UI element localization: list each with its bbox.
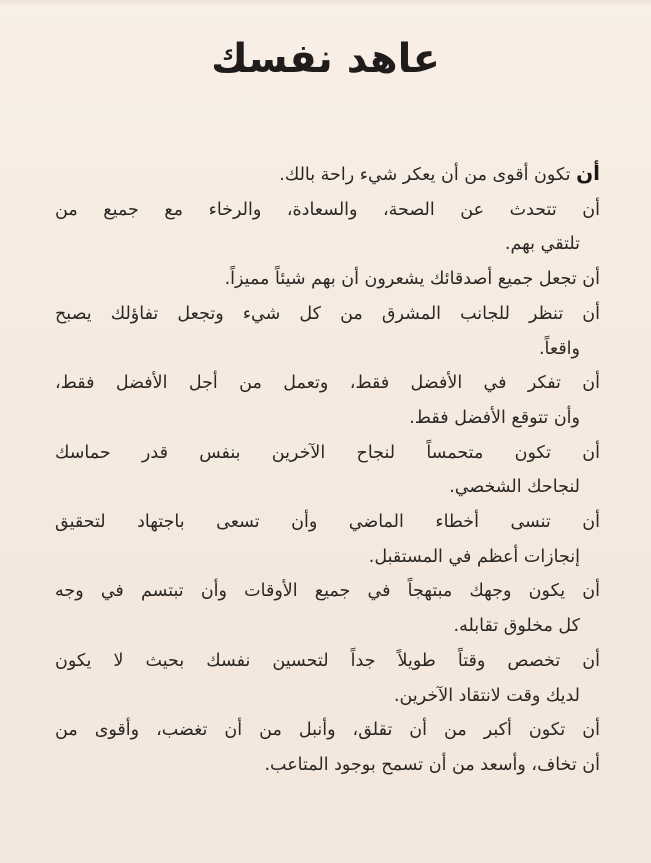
pledge-line-continuation: لديك وقت لانتقاد الآخرين. bbox=[393, 685, 580, 706]
pledge-item-4 bbox=[55, 297, 600, 366]
pledge-item-6 bbox=[55, 436, 600, 505]
pledge-line: أن تنظر للجانب المشرق من كل شيء وتجعل تفاؤلك يصبح bbox=[55, 303, 600, 324]
pledge-line-continuation: تلتقي بهم. bbox=[504, 234, 580, 255]
pledge-line: أن تكون أكبر من أن تقلق، وأنبل من أن تغضب، وأقوى من bbox=[55, 720, 600, 741]
pledge-line: أن تجعل جميع أصدقائك يشعرون أن بهم شيئاً مميزاً. bbox=[224, 269, 600, 290]
pledge-item-5 bbox=[55, 366, 600, 435]
pledge-lead-word: أن bbox=[576, 161, 600, 185]
pledge-text: تكون أقوى من أن يعكر شيء راحة بالك. bbox=[279, 165, 571, 185]
page-top-edge bbox=[0, 0, 651, 6]
pledge-line-continuation: وأن تتوقع الأفضل فقط. bbox=[409, 407, 580, 428]
pledge-item-10 bbox=[55, 713, 600, 782]
page-title: عاهد نفسك bbox=[211, 36, 440, 82]
pledge-item-1 bbox=[55, 156, 600, 193]
pledge-line: أن تتحدث عن الصحة، والسعادة، والرخاء مع جميع من bbox=[55, 199, 600, 220]
pledge-item-8 bbox=[55, 574, 600, 643]
pledge-line: أن تخصص وقتاً طويلاً جداً لتحسين نفسك بحيث لا يكون bbox=[55, 650, 600, 671]
pledge-line: أن تنسى أخطاء الماضي وأن تسعى باجتهاد لتحقيق bbox=[55, 512, 600, 533]
pledge-line bbox=[55, 156, 600, 193]
pledge-line: أن يكون وجهك مبتهجاً في جميع الأوقات وأن تبتسم في وجه bbox=[55, 581, 600, 602]
pledge-item-3 bbox=[55, 262, 600, 297]
pledge-item-7 bbox=[55, 505, 600, 574]
pledge-line-continuation: أن تخاف، وأسعد من أن تسمح بوجود المتاعب. bbox=[264, 754, 600, 775]
pledge-line: أن تكون متحمساً لنجاح الآخرين بنفس قدر حماسك bbox=[55, 442, 600, 463]
pledge-item-9 bbox=[55, 644, 600, 713]
pledge-line-continuation: لنجاحك الشخصي. bbox=[449, 477, 580, 498]
pledge-line-continuation: كل مخلوق تقابله. bbox=[453, 616, 580, 637]
pledge-list bbox=[55, 156, 600, 783]
pledge-line: أن تفكر في الأفضل فقط، وتعمل من أجل الأفضل فقط، bbox=[55, 373, 600, 394]
pledge-item-2 bbox=[55, 193, 600, 262]
pledge-line-continuation: واقعاً. bbox=[538, 338, 580, 359]
pledge-line-continuation: إنجازات أعظم في المستقبل. bbox=[368, 546, 580, 567]
